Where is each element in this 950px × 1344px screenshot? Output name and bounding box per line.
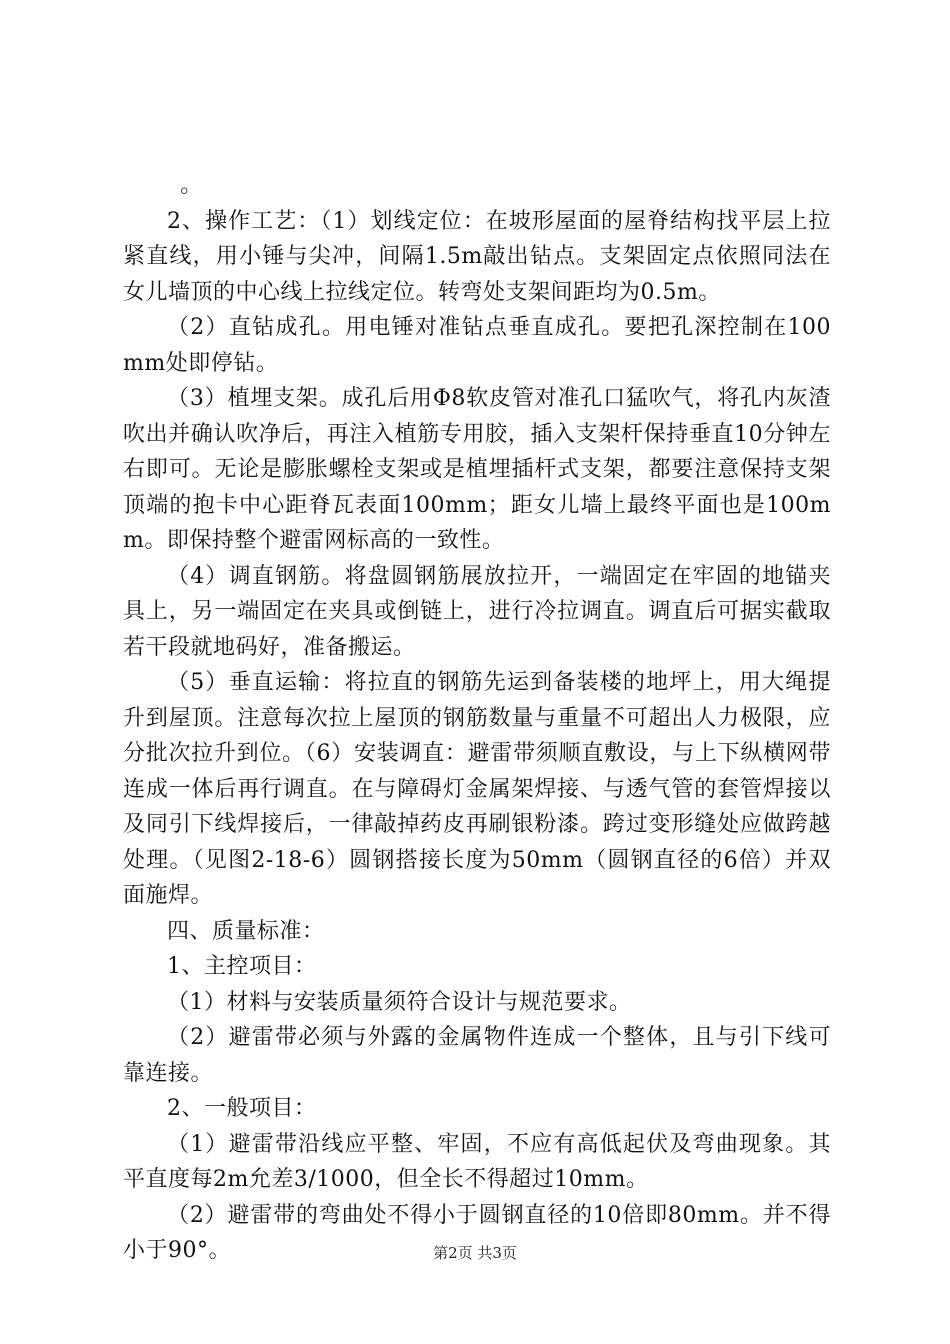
paragraph-straighten-rebar: （4）调直钢筋。将盘圆钢筋展放拉开，一端固定在牢固的地锚夹具上，另一端固定在夹具或倒链上，进行冷拉调直。调直后可据实截取若干段就地码好，准备搬运。 [123,563,831,660]
paragraph-main-item-1: （1）材料与安装质量须符合设计与规范要求。 [167,989,632,1015]
paragraph-fragment: 。 [180,173,203,198]
paragraph-embed-bracket: （3）植埋支架。成孔后用Φ8软皮管对准孔口猛吹气，将孔内灰渣吹出并确认吹净后，再注入植筋专用胶，插入支架杆保持垂直10分钟左右即可。无论是膨胀螺栓支架或是植埋插杆式支架，都要注意保持支架顶端的抱卡中心距脊瓦表面100mm；距女儿墙上最终平面也是100mm。即保持整个避雷网标高的一致性。 [123,386,831,553]
paragraph-drilling: （2）直钻成孔。用电锤对准钻点垂直成孔。要把孔深控制在100mm处即停钻。 [123,315,831,376]
paragraph-main-item-2: （2）避雷带必须与外露的金属物件连成一个整体，且与引下线可靠连接。 [123,1025,831,1086]
paragraph-vertical-transport: （5）垂直运输：将拉直的钢筋先运到备装楼的地坪上，用大绳提升到屋顶。注意每次拉上屋顶的钢筋数量与重量不可超出人力极限，应分批次拉升到位。（6）安装调直：避雷带须顺直敷设，与上下纵横网带连成一体后再行调直。在与障碍灯金属架焊接、与透气管的套管焊接以及同引下线焊接后，一律敲掉药皮再刷银粉漆。跨过变形缝处应做跨越处理。（见图2-18-6）圆钢搭接长度为50mm（圆钢直径的6倍）并双面施焊。 [123,670,831,908]
page-number-footer: 第2页 共3页 [433,1244,517,1262]
paragraph-general-item-1: （1）避雷带沿线应平整、牢固，不应有高低起伏及弯曲现象。其平直度每2m允差3/1000，但全长不得超过10mm。 [123,1131,831,1192]
paragraph-general-item-2: （2）避雷带的弯曲处不得小于圆钢直径的10倍即80mm。并不得小于90°。 [123,1202,831,1263]
subheading-main-items: 1、主控项目： [167,954,317,979]
subheading-general-items: 2、一般项目： [167,1096,317,1121]
paragraph-operation-process: 2、操作工艺：（1）划线定位：在坡形屋面的屋脊结构找平层上拉紧直线，用小锤与尖冲，间隔1.5m敲出钻点。支架固定点依照同法在女儿墙顶的中心线上拉线定位。转弯处支架间距均为0.5m。 [123,208,831,305]
section-heading-quality-standard: 四、质量标准： [167,918,325,944]
document-body [123,168,831,1269]
